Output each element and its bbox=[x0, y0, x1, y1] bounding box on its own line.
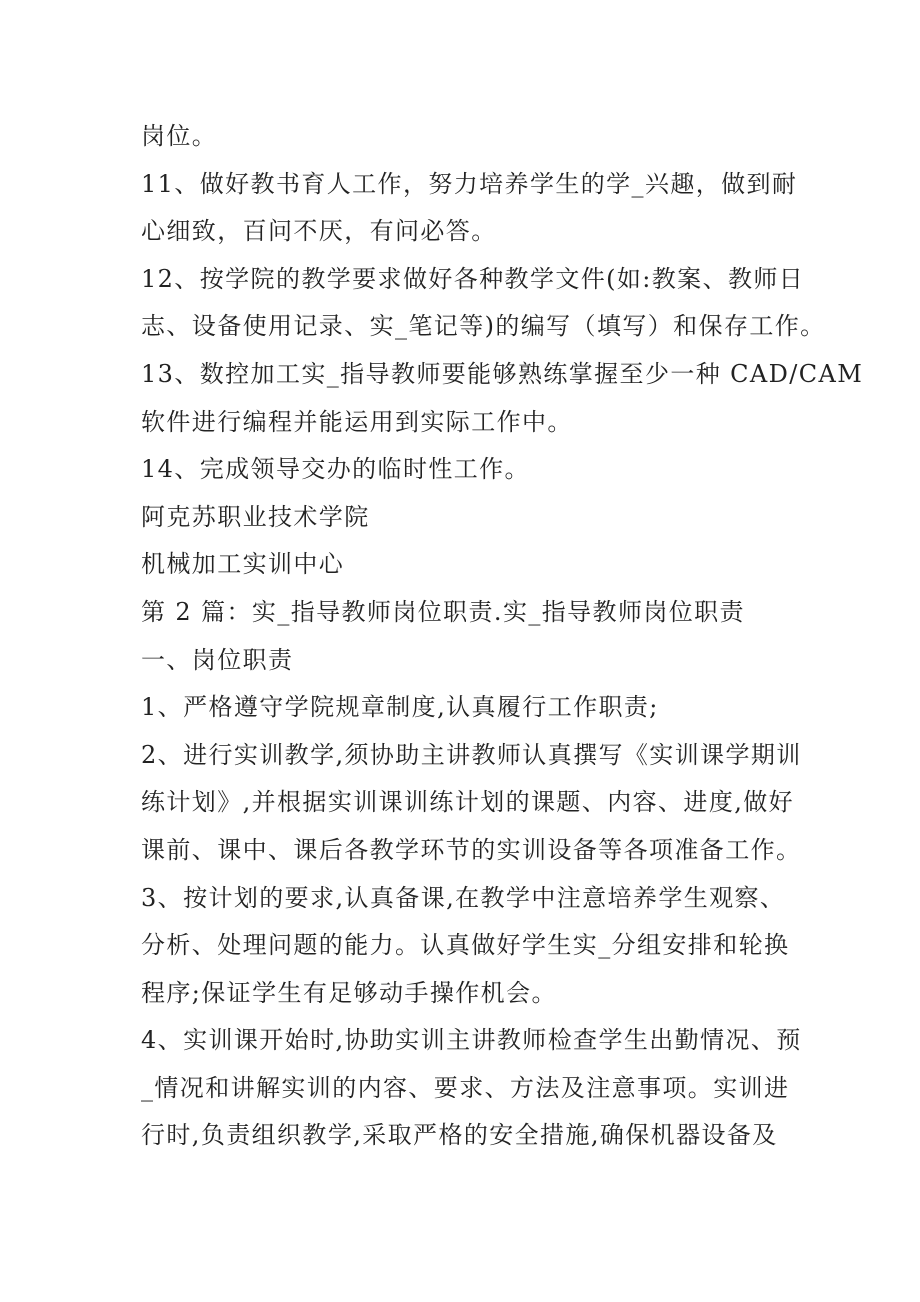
department-name: 机械加工实训中心 bbox=[141, 550, 345, 579]
text-line: 11、做好教书育人工作，努力培养学生的学_兴趣，做到耐 bbox=[141, 169, 798, 198]
text-line: 3、按计划的要求,认真备课,在教学中注意培养学生观察、 bbox=[141, 883, 786, 912]
text-line: 13、数控加工实_指导教师要能够熟练掌握至少一种 CAD/CAM bbox=[141, 359, 864, 388]
text-line: 分析、处理问题的能力。认真做好学生实_分组安排和轮换 bbox=[141, 931, 790, 960]
text-line: _情况和讲解实训的内容、要求、方法及注意事项。实训进 bbox=[141, 1073, 790, 1102]
text-line: 12、按学院的教学要求做好各种教学文件(如:教案、教师日 bbox=[141, 264, 805, 293]
section-title: 第 2 篇：实_指导教师岗位职责.实_指导教师岗位职责 bbox=[141, 597, 745, 626]
institution-name: 阿克苏职业技术学院 bbox=[141, 502, 370, 531]
section-heading: 一、岗位职责 bbox=[141, 645, 294, 674]
document-body bbox=[141, 113, 864, 1160]
text-line: 程序;保证学生有足够动手操作机会。 bbox=[141, 978, 557, 1007]
text-line: 软件进行编程并能运用到实际工作中。 bbox=[141, 407, 573, 436]
text-line: 岗位。 bbox=[141, 122, 218, 150]
text-line: 14、完成领导交办的临时性工作。 bbox=[141, 455, 530, 484]
text-line: 课前、课中、课后各教学环节的实训设备等各项准备工作。 bbox=[141, 835, 802, 864]
text-line: 心细致，百问不厌，有问必答。 bbox=[141, 217, 497, 246]
text-line: 4、实训课开始时,协助实训主讲教师检查学生出勤情况、预 bbox=[141, 1026, 802, 1055]
text-line: 行时,负责组织教学,采取严格的安全措施,确保机器设备及 bbox=[141, 1121, 778, 1150]
text-line: 练计划》,并根据实训课训练计划的课题、内容、进度,做好 bbox=[141, 788, 795, 817]
text-line: 1、严格遵守学院规章制度,认真履行工作职责; bbox=[141, 693, 659, 722]
text-line: 志、设备使用记录、实_笔记等)的编写（填写）和保存工作。 bbox=[141, 312, 826, 341]
text-line: 2、进行实训教学,须协助主讲教师认真撰写《实训课学期训 bbox=[141, 740, 802, 769]
